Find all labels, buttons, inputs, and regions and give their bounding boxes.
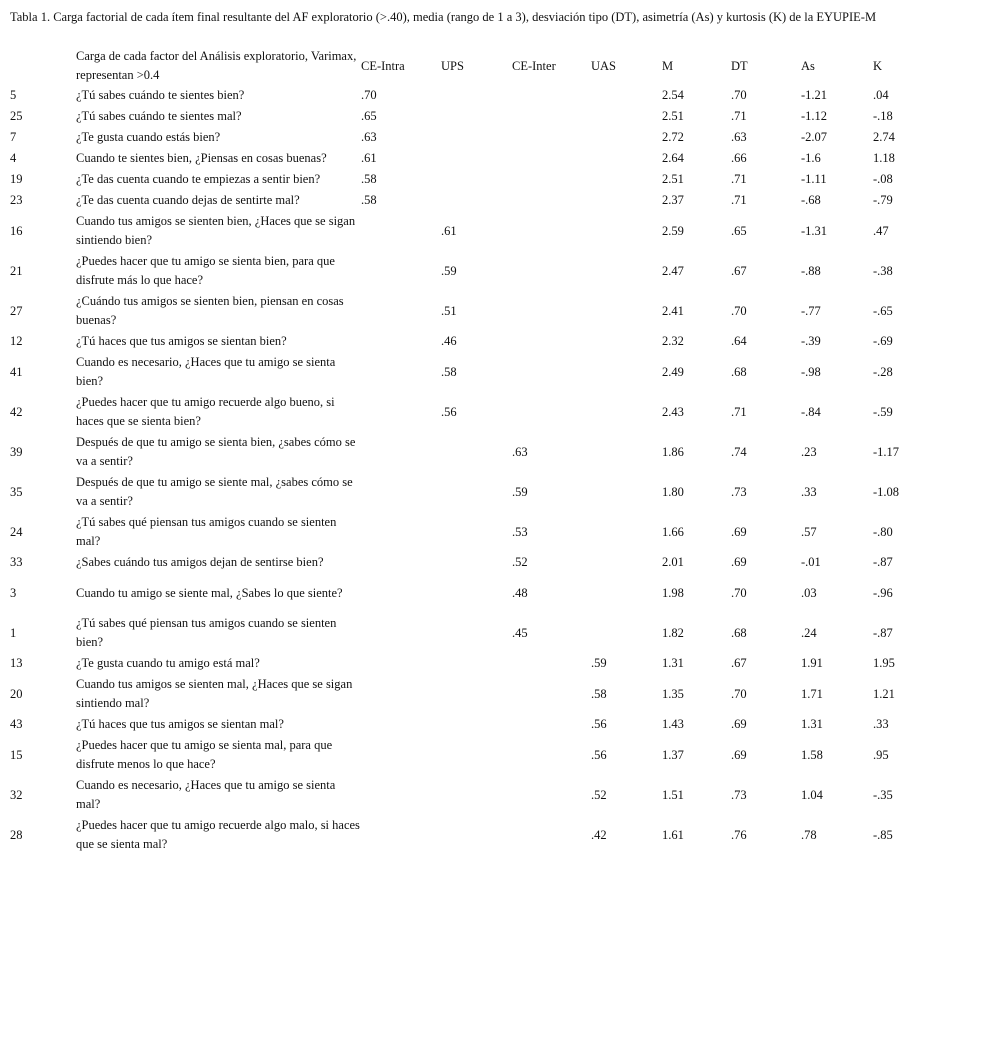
cell-uas [591, 613, 662, 653]
cell-sd: .73 [731, 787, 747, 802]
header-k: K [873, 58, 883, 73]
cell-sd: .65 [731, 223, 747, 238]
cell-ce-inter [512, 331, 591, 352]
table-row [10, 85, 970, 106]
cell-sd: .70 [731, 585, 747, 600]
cell-ce-inter [512, 352, 591, 392]
cell-ups: .56 [441, 404, 457, 419]
cell-skewness: 1.31 [801, 717, 823, 731]
cell-ce-intra [361, 331, 441, 352]
cell-skewness: .78 [801, 827, 817, 842]
cell-ce-intra: .70 [361, 88, 377, 102]
cell-ups [441, 472, 512, 512]
cell-mean: 2.64 [662, 151, 684, 165]
cell-mean: 1.35 [662, 686, 684, 701]
cell-item-text: ¿Sabes cuándo tus amigos dejan de sentirse bien? [76, 555, 324, 569]
cell-ups: .61 [441, 223, 457, 238]
cell-ce-intra [361, 432, 441, 472]
cell-mean: 2.32 [662, 334, 684, 348]
cell-item-number: 28 [10, 827, 23, 842]
table-row [10, 815, 970, 855]
cell-mean: 2.01 [662, 555, 684, 569]
cell-skewness: -1.6 [801, 151, 821, 165]
cell-ups [441, 714, 512, 735]
cell-item-number: 20 [10, 686, 23, 701]
cell-item-text: ¿Tú haces que tus amigos se sientan mal? [76, 717, 284, 731]
cell-mean: 2.54 [662, 88, 684, 102]
cell-item-text: ¿Te gusta cuando tu amigo está mal? [76, 656, 260, 670]
cell-mean: 2.41 [662, 303, 684, 318]
cell-skewness: -.68 [801, 193, 821, 207]
cell-item-text: ¿Te das cuenta cuando te empiezas a sentir bien? [76, 172, 321, 186]
cell-item-text: Después de que tu amigo se siente mal, ¿sabes cómo se va a sentir? [76, 475, 353, 508]
cell-skewness: 1.58 [801, 747, 823, 762]
cell-item-number: 43 [10, 717, 23, 731]
cell-sd: .73 [731, 484, 747, 499]
cell-item-number: 16 [10, 223, 23, 238]
cell-item-number: 41 [10, 364, 23, 379]
cell-uas [591, 472, 662, 512]
cell-ups [441, 735, 512, 775]
cell-ce-intra [361, 552, 441, 573]
cell-uas [591, 190, 662, 211]
cell-ups [441, 573, 512, 613]
table-row [10, 169, 970, 190]
cell-sd: .70 [731, 303, 747, 318]
cell-ups [441, 674, 512, 714]
cell-ce-intra [361, 291, 441, 331]
cell-skewness: -.01 [801, 555, 821, 569]
cell-ups [441, 653, 512, 674]
cell-ce-inter: .48 [512, 585, 528, 600]
cell-ce-intra [361, 573, 441, 613]
cell-skewness: .23 [801, 444, 817, 459]
table-row [10, 653, 970, 674]
cell-item-number: 3 [10, 585, 17, 600]
cell-skewness: .57 [801, 524, 817, 539]
cell-ce-inter [512, 815, 591, 855]
cell-ce-inter [512, 127, 591, 148]
cell-sd: .69 [731, 524, 747, 539]
cell-kurtosis: -.87 [873, 555, 893, 569]
cell-ups: .58 [441, 364, 457, 379]
cell-uas: .56 [591, 717, 607, 731]
cell-item-text: Cuando es necesario, ¿Haces que tu amigo se sienta mal? [76, 778, 336, 811]
cell-uas [591, 432, 662, 472]
table-row [10, 127, 970, 148]
cell-item-number: 32 [10, 787, 23, 802]
cell-ce-intra [361, 613, 441, 653]
cell-skewness: -1.31 [801, 223, 828, 238]
cell-item-number: 7 [10, 130, 17, 144]
cell-kurtosis: -.80 [873, 524, 893, 539]
cell-skewness: -.77 [801, 303, 821, 318]
cell-sd: .69 [731, 717, 747, 731]
cell-ce-intra [361, 653, 441, 674]
cell-ce-inter [512, 190, 591, 211]
cell-ce-intra [361, 392, 441, 432]
cell-item-number: 27 [10, 303, 23, 318]
cell-mean: 1.66 [662, 524, 684, 539]
cell-ce-intra [361, 512, 441, 552]
cell-sd: .70 [731, 686, 747, 701]
cell-mean: 1.31 [662, 656, 684, 670]
cell-sd: .71 [731, 404, 747, 419]
cell-uas [591, 106, 662, 127]
cell-kurtosis: -.96 [873, 585, 893, 600]
cell-sd: .71 [731, 172, 747, 186]
cell-uas: .58 [591, 686, 607, 701]
cell-skewness: 1.71 [801, 686, 823, 701]
cell-item-number: 15 [10, 747, 23, 762]
cell-ce-intra [361, 815, 441, 855]
cell-ups: .51 [441, 303, 457, 318]
cell-uas [591, 392, 662, 432]
table-row [10, 211, 970, 251]
cell-ce-inter [512, 148, 591, 169]
cell-ce-inter [512, 251, 591, 291]
header-ce-inter: CE-Inter [512, 58, 556, 73]
table-row [10, 251, 970, 291]
cell-ce-inter [512, 169, 591, 190]
cell-item-text: ¿Puedes hacer que tu amigo se sienta bien, para que disfrute más lo que hace? [76, 254, 335, 287]
cell-ups [441, 127, 512, 148]
cell-ce-intra [361, 251, 441, 291]
cell-skewness: .24 [801, 625, 817, 640]
cell-kurtosis: -.08 [873, 172, 893, 186]
cell-sd: .68 [731, 625, 747, 640]
table-row [10, 392, 970, 432]
cell-skewness: -.98 [801, 364, 821, 379]
cell-sd: .64 [731, 334, 747, 348]
cell-item-number: 39 [10, 444, 23, 459]
table-row [10, 432, 970, 472]
cell-uas [591, 331, 662, 352]
table-body [10, 85, 970, 855]
header-as: As [801, 58, 815, 73]
cell-item-text: Cuando tus amigos se sienten bien, ¿Haces que se sigan sintiendo bien? [76, 214, 356, 247]
cell-item-number: 42 [10, 404, 23, 419]
cell-sd: .67 [731, 656, 747, 670]
cell-item-text: Después de que tu amigo se sienta bien, ¿sabes cómo se va a sentir? [76, 435, 356, 468]
cell-ce-intra [361, 674, 441, 714]
cell-ce-inter [512, 392, 591, 432]
cell-kurtosis: -.28 [873, 364, 893, 379]
cell-item-number: 21 [10, 263, 23, 278]
cell-mean: 2.59 [662, 223, 684, 238]
cell-ce-intra: .61 [361, 151, 377, 165]
cell-ups [441, 432, 512, 472]
cell-kurtosis: -.79 [873, 193, 893, 207]
cell-ce-inter [512, 291, 591, 331]
cell-uas: .56 [591, 747, 607, 762]
cell-ce-inter [512, 674, 591, 714]
cell-skewness: -2.07 [801, 130, 828, 144]
cell-ups [441, 85, 512, 106]
cell-mean: 1.37 [662, 747, 684, 762]
cell-skewness: -.88 [801, 263, 821, 278]
table-row [10, 735, 970, 775]
cell-mean: 1.43 [662, 717, 684, 731]
cell-skewness: .33 [801, 484, 817, 499]
cell-ups [441, 169, 512, 190]
cell-sd: .63 [731, 130, 747, 144]
cell-mean: 2.51 [662, 109, 684, 123]
cell-ce-intra: .63 [361, 130, 377, 144]
cell-item-number: 5 [10, 88, 17, 102]
cell-ce-inter [512, 211, 591, 251]
table-row [10, 331, 970, 352]
cell-item-text: ¿Tú sabes cuándo te sientes mal? [76, 109, 242, 123]
cell-ce-inter: .52 [512, 555, 528, 569]
cell-kurtosis: -1.08 [873, 484, 900, 499]
cell-sd: .71 [731, 193, 747, 207]
cell-mean: 2.47 [662, 263, 684, 278]
cell-ce-intra [361, 714, 441, 735]
cell-item-text: Cuando te sientes bien, ¿Piensas en cosas buenas? [76, 151, 327, 165]
cell-kurtosis: 1.21 [873, 686, 895, 701]
cell-item-number: 13 [10, 656, 23, 670]
table-row [10, 775, 970, 815]
cell-kurtosis: -.85 [873, 827, 893, 842]
cell-ce-inter [512, 735, 591, 775]
cell-ce-intra: .58 [361, 193, 377, 207]
cell-ce-intra [361, 472, 441, 512]
cell-skewness: -1.21 [801, 88, 828, 102]
cell-ups [441, 552, 512, 573]
cell-ce-intra [361, 775, 441, 815]
cell-uas [591, 148, 662, 169]
table-row [10, 472, 970, 512]
cell-ce-inter [512, 85, 591, 106]
cell-item-text: Cuando tu amigo se siente mal, ¿Sabes lo que siente? [76, 585, 343, 600]
cell-mean: 2.43 [662, 404, 684, 419]
cell-item-text: ¿Tú sabes qué piensan tus amigos cuando se sienten bien? [76, 616, 337, 649]
table-row [10, 148, 970, 169]
cell-ce-inter [512, 653, 591, 674]
cell-sd: .66 [731, 151, 747, 165]
table-row [10, 674, 970, 714]
cell-ce-intra [361, 735, 441, 775]
header-uas: UAS [591, 58, 617, 73]
cell-kurtosis: -.59 [873, 404, 893, 419]
cell-uas [591, 291, 662, 331]
table-row [10, 552, 970, 573]
cell-item-text: ¿Tú sabes qué piensan tus amigos cuando se sienten mal? [76, 515, 337, 548]
cell-uas [591, 352, 662, 392]
cell-kurtosis: -1.17 [873, 444, 900, 459]
cell-uas [591, 169, 662, 190]
cell-ce-inter [512, 714, 591, 735]
cell-item-number: 35 [10, 484, 23, 499]
cell-skewness: -1.11 [801, 172, 827, 186]
cell-sd: .68 [731, 364, 747, 379]
table-row [10, 573, 970, 613]
cell-uas [591, 552, 662, 573]
cell-item-text: ¿Cuándo tus amigos se sienten bien, piensan en cosas buenas? [76, 294, 344, 327]
cell-item-number: 12 [10, 334, 23, 348]
cell-sd: .74 [731, 444, 747, 459]
cell-skewness: 1.04 [801, 787, 823, 802]
cell-mean: 1.51 [662, 787, 684, 802]
cell-kurtosis: -.18 [873, 109, 893, 123]
cell-ups: .59 [441, 263, 457, 278]
cell-mean: 1.82 [662, 625, 684, 640]
header-m: M [662, 58, 674, 73]
cell-item-number: 23 [10, 193, 23, 207]
cell-uas [591, 85, 662, 106]
cell-ups [441, 815, 512, 855]
cell-uas: .59 [591, 656, 607, 670]
cell-ce-intra [361, 211, 441, 251]
cell-ce-intra: .65 [361, 109, 377, 123]
cell-item-text: ¿Puedes hacer que tu amigo recuerde algo malo, si haces que se sienta mal? [76, 818, 360, 851]
cell-kurtosis: 1.18 [873, 151, 895, 165]
cell-ups [441, 148, 512, 169]
cell-ce-inter [512, 775, 591, 815]
table-row [10, 714, 970, 735]
cell-kurtosis: -.38 [873, 263, 893, 278]
cell-item-text: ¿Te gusta cuando estás bien? [76, 130, 221, 144]
cell-mean: 1.80 [662, 484, 684, 499]
header-ups: UPS [441, 58, 464, 73]
cell-mean: 2.72 [662, 130, 684, 144]
cell-item-text: Cuando tus amigos se sienten mal, ¿Haces que se sigan sintiendo mal? [76, 677, 353, 710]
cell-ce-inter: .45 [512, 625, 528, 640]
cell-item-text: Cuando es necesario, ¿Haces que tu amigo se sienta bien? [76, 355, 336, 388]
cell-kurtosis: 1.95 [873, 656, 895, 670]
cell-ups [441, 190, 512, 211]
cell-sd: .70 [731, 88, 747, 102]
cell-uas [591, 211, 662, 251]
table-row [10, 613, 970, 653]
cell-item-number: 24 [10, 524, 23, 539]
factor-loadings-table [10, 47, 970, 855]
cell-mean: 2.51 [662, 172, 684, 186]
cell-ups [441, 512, 512, 552]
cell-sd: .69 [731, 747, 747, 762]
cell-item-number: 19 [10, 172, 23, 186]
cell-kurtosis: -.35 [873, 787, 893, 802]
table-caption: Tabla 1. Carga factorial de cada ítem final resultante del AF exploratorio (>.40), media (rango de 1 a 3), desviación tipo (DT), asimetría (As) y kurtosis (K) de la EYUPIE-M [10, 10, 877, 24]
cell-skewness: 1.91 [801, 656, 823, 670]
cell-ce-inter: .59 [512, 484, 528, 499]
cell-kurtosis: -.65 [873, 303, 893, 318]
cell-item-number: 25 [10, 109, 23, 123]
cell-sd: .71 [731, 109, 747, 123]
cell-kurtosis: .95 [873, 747, 889, 762]
cell-mean: 1.86 [662, 444, 684, 459]
table-row [10, 190, 970, 211]
cell-uas: .52 [591, 787, 607, 802]
header-dt: DT [731, 58, 748, 73]
cell-kurtosis: 2.74 [873, 130, 895, 144]
header-text: Carga de cada factor del Análisis exploratorio, Varimax, representan >0.4 [76, 49, 357, 82]
cell-kurtosis: -.69 [873, 334, 893, 348]
cell-ce-inter: .63 [512, 444, 528, 459]
cell-ce-inter [512, 106, 591, 127]
cell-item-text: ¿Tú haces que tus amigos se sientan bien? [76, 334, 287, 348]
table-row [10, 352, 970, 392]
cell-kurtosis: .04 [873, 88, 889, 102]
header-ce-intra: CE-Intra [361, 58, 405, 73]
cell-sd: .67 [731, 263, 747, 278]
cell-ups: .46 [441, 334, 457, 348]
cell-mean: 1.61 [662, 827, 684, 842]
cell-mean: 2.49 [662, 364, 684, 379]
cell-ce-inter: .53 [512, 524, 528, 539]
cell-kurtosis: .47 [873, 223, 889, 238]
cell-kurtosis: -.87 [873, 625, 893, 640]
table-row [10, 106, 970, 127]
cell-item-text: ¿Tú sabes cuándo te sientes bien? [76, 88, 245, 102]
table-row [10, 291, 970, 331]
table-row [10, 512, 970, 552]
cell-item-number: 33 [10, 555, 23, 569]
header-item [10, 47, 76, 85]
cell-skewness: -.39 [801, 334, 821, 348]
cell-uas: .42 [591, 827, 607, 842]
cell-item-number: 4 [10, 151, 17, 165]
cell-item-number: 1 [10, 625, 17, 640]
cell-uas [591, 512, 662, 552]
cell-uas [591, 573, 662, 613]
cell-ups [441, 613, 512, 653]
cell-sd: .69 [731, 555, 747, 569]
cell-item-text: ¿Puedes hacer que tu amigo se sienta mal, para que disfrute menos lo que hace? [76, 738, 333, 771]
cell-skewness: -.84 [801, 404, 821, 419]
cell-ce-intra [361, 352, 441, 392]
cell-uas [591, 127, 662, 148]
cell-kurtosis: .33 [873, 717, 889, 731]
cell-mean: 2.37 [662, 193, 684, 207]
cell-sd: .76 [731, 827, 747, 842]
cell-skewness: -1.12 [801, 109, 828, 123]
cell-item-text: ¿Puedes hacer que tu amigo recuerde algo bueno, si haces que se sienta bien? [76, 395, 335, 428]
cell-item-text: ¿Te das cuenta cuando dejas de sentirte mal? [76, 193, 300, 207]
cell-skewness: .03 [801, 585, 817, 600]
cell-uas [591, 251, 662, 291]
cell-mean: 1.98 [662, 585, 684, 600]
cell-ce-intra: .58 [361, 172, 377, 186]
cell-ups [441, 775, 512, 815]
header-row [10, 47, 970, 85]
cell-ups [441, 106, 512, 127]
